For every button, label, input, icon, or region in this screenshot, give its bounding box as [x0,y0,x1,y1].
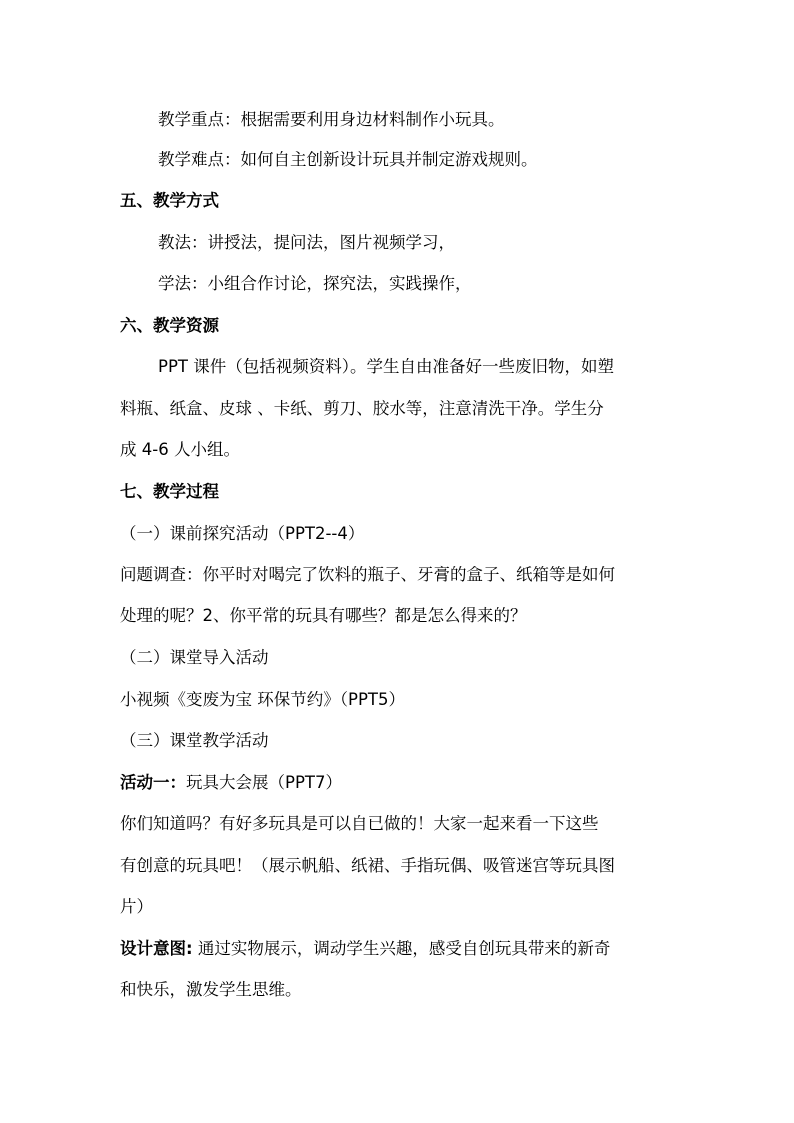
survey-line-1: 问题调查：你平时对喝完了饮料的瓶子、牙膏的盒子、纸箱等是如何 [120,565,615,584]
survey-line-2: 处理的呢？2、你平常的玩具有哪些？都是怎么得来的？ [120,606,527,625]
subsection-2-heading: （二）课堂导入活动 [120,648,269,667]
teaching-method: 教法：讲授法，提问法，图片视频学习， [158,233,455,252]
section-5-heading: 五、教学方式 [120,191,219,210]
activity-1-line-2: 有创意的玩具吧！（展示帆船、纸裙、手指玩偶、吸管迷宫等玩具图 [120,856,615,875]
resources-line-1: PPT 课件（包括视频资料）。学生自由准备好一些废旧物，如塑 [158,357,614,376]
activity-1-line-3: 片） [120,897,153,916]
design-intent-label: 设计意图: [120,939,193,958]
activity-1-label: 活动一： [120,773,186,792]
section-7-heading: 七、教学过程 [120,482,219,501]
teaching-difficulty: 教学难点：如何自主创新设计玩具并制定游戏规则。 [158,150,538,169]
activity-1-line-1: 你们知道吗？有好多玩具是可以自已做的！大家一起来看一下这些 [120,814,599,833]
subsection-1-heading: （一）课前探究活动（PPT2--4） [120,524,365,543]
activity-1-title: 玩具大会展（PPT7） [186,773,342,792]
design-intent-line-2: 和快乐，激发学生思维。 [120,980,302,999]
subsection-3-heading: （三）课堂教学活动 [120,731,269,750]
teaching-focus: 教学重点：根据需要利用身边材料制作小玩具。 [158,110,505,129]
resources-line-3: 成 4-6 人小组。 [120,440,240,459]
section-6-heading: 六、教学资源 [120,316,219,335]
intro-video: 小视频《变废为宝 环保节约》（PPT5） [120,690,405,709]
design-intent-line-1 [120,938,680,960]
learning-method: 学法：小组合作讨论，探究法，实践操作， [158,274,472,293]
resources-line-2: 料瓶、纸盒、皮球 、卡纸、剪刀、胶水等，注意清洗干净。学生分 [120,399,604,418]
activity-1-heading [120,772,680,794]
design-intent-text: 通过实物展示，调动学生兴趣，感受自创玩具带来的新奇 [192,939,611,958]
